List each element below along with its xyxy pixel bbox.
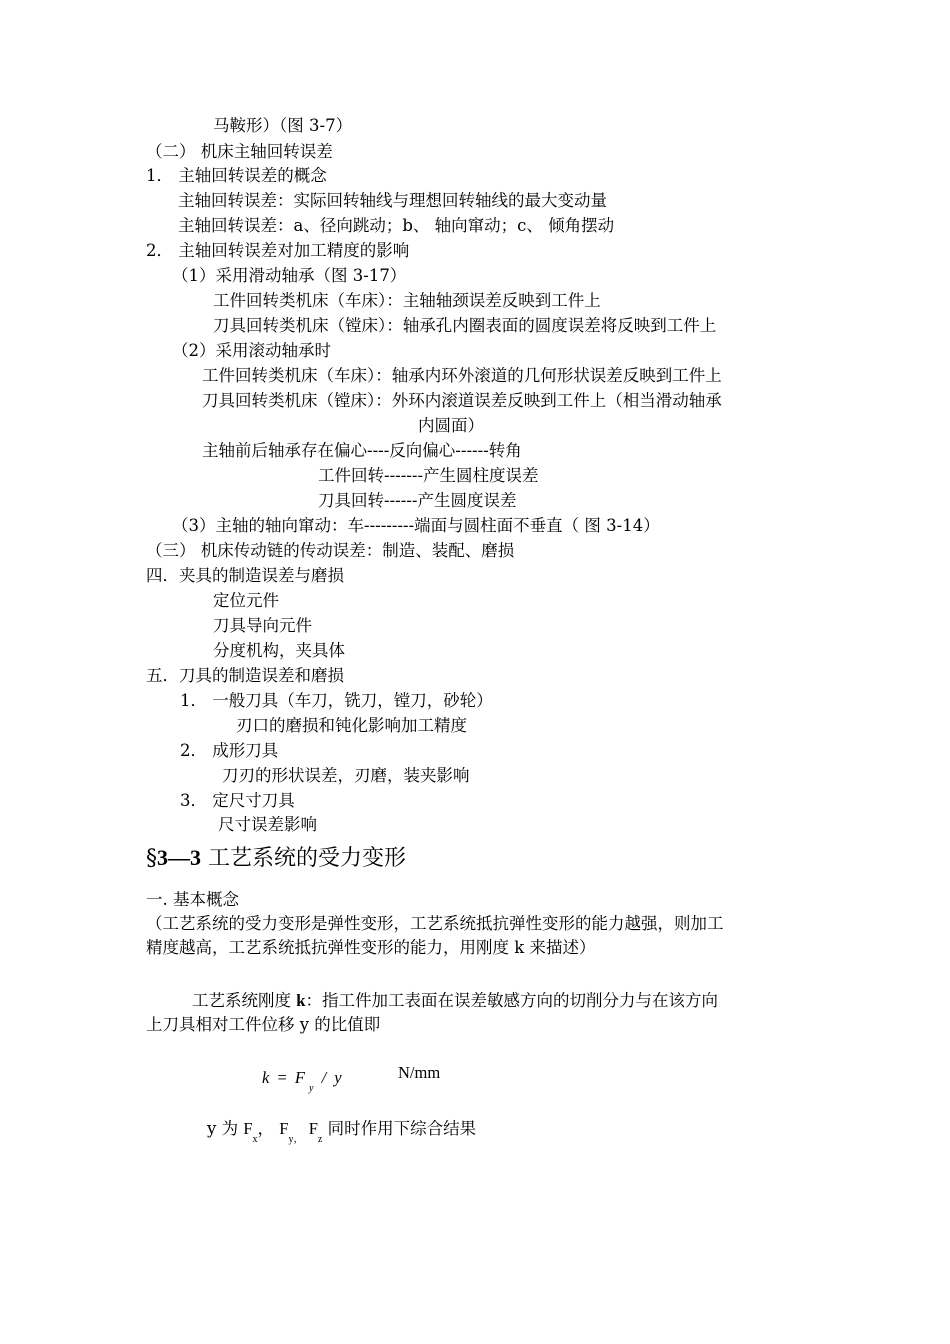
stiffness-formula bbox=[262, 1068, 342, 1094]
item-1-concept: 1． 主轴回转误差的概念 bbox=[146, 166, 327, 185]
formula-f-subscript: y bbox=[308, 1083, 314, 1094]
force-fx-subscript: x bbox=[252, 1134, 258, 1145]
line-tool-boring-2: 刀具回转类机床（镗床）：外环内滚道误差反映到工件上（相当滑动轴承 bbox=[202, 391, 722, 410]
item-general-tools: 1． 一般刀具（车刀，铣刀，镗刀，砂轮） bbox=[180, 691, 493, 710]
combined-sep: ， bbox=[257, 1119, 274, 1138]
item-2-influence: 2． 主轴回转误差对加工精度的影响 bbox=[146, 241, 410, 260]
line-definition: 主轴回转误差：实际回转轴线与理想回转轴线的最大变动量 bbox=[178, 191, 607, 210]
formula-unit: N/mm bbox=[398, 1063, 441, 1082]
heading-basic-concept: 一. 基本概念 bbox=[146, 890, 239, 909]
line-workpiece-lathe-1: 工件回转类机床（车床）：主轴轴颈误差反映到工件上 bbox=[213, 291, 601, 310]
force-fy: F bbox=[279, 1119, 289, 1138]
line-workpiece-lathe-2: 工件回转类机床（车床）：轴承内环外滚道的几何形状误差反映到工件上 bbox=[202, 366, 722, 385]
formula-y: y bbox=[334, 1068, 342, 1087]
formula-k: k bbox=[262, 1068, 270, 1087]
force-fz: F bbox=[308, 1119, 318, 1138]
combined-result-line bbox=[207, 1119, 477, 1145]
formula-equals: = bbox=[277, 1068, 287, 1087]
force-fy-subscript: y， bbox=[288, 1134, 304, 1145]
line-locating-element: 定位元件 bbox=[213, 591, 279, 610]
stiffness-line-1 bbox=[192, 991, 718, 1011]
force-fz-subscript: z bbox=[317, 1134, 323, 1145]
heading-fixture-error: 四．夹具的制造误差与磨损 bbox=[146, 566, 344, 585]
formula-slash: / bbox=[321, 1068, 327, 1087]
paragraph-line-2: 精度越高，工艺系统抵抗弹性变形的能力，用刚度 k 来描述） bbox=[146, 938, 596, 957]
line-edge-wear: 刃口的磨损和钝化影响加工精度 bbox=[236, 716, 467, 735]
line-cylindricity: 工件回转-------产生圆柱度误差 bbox=[318, 466, 539, 485]
stiffness-symbol: k bbox=[296, 991, 306, 1010]
item-sizing-tools: 3． 定尺寸刀具 bbox=[180, 791, 295, 810]
section-heading bbox=[146, 844, 406, 873]
combined-suffix: 同时作用下综合结果 bbox=[322, 1119, 477, 1138]
section-number: 3—3 bbox=[157, 845, 201, 870]
line-guide-element: 刀具导向元件 bbox=[213, 616, 312, 635]
line-roundness: 刀具回转------产生圆度误差 bbox=[318, 491, 517, 510]
sub-2-rolling-bearing: （2）采用滚动轴承时 bbox=[172, 341, 331, 360]
line-saddle-shape: 马鞍形）（图 3-7） bbox=[213, 116, 353, 135]
line-size-error: 尺寸误差影响 bbox=[218, 815, 317, 834]
line-inner-circle: 内圆面） bbox=[418, 416, 484, 435]
item-forming-tools: 2． 成形刀具 bbox=[180, 741, 279, 760]
line-eccentricity: 主轴前后轴承存在偏心----反向偏心------转角 bbox=[202, 441, 522, 460]
heading-spindle-error: （二） 机床主轴回转误差 bbox=[146, 142, 333, 161]
sub-3-axial-runout: （3）主轴的轴向窜动：车---------端面与圆柱面不垂直（ 图 3-14） bbox=[172, 516, 660, 535]
line-edge-shape: 刀刃的形状误差，刃磨，装夹影响 bbox=[222, 766, 470, 785]
section-title: 工艺系统的受力变形 bbox=[201, 846, 406, 871]
line-tool-boring-1: 刀具回转类机床（镗床）：轴承孔内圈表面的圆度误差将反映到工件上 bbox=[213, 316, 717, 335]
section-mark: § bbox=[146, 846, 157, 871]
formula-f: F bbox=[294, 1068, 305, 1087]
stiffness-intro: 工艺系统刚度 bbox=[192, 991, 297, 1010]
stiffness-line-2: 上刀具相对工件位移 y 的比值即 bbox=[146, 1015, 381, 1034]
force-fx: F bbox=[243, 1119, 253, 1138]
line-indexing: 分度机构，夹具体 bbox=[213, 641, 345, 660]
combined-prefix: y 为 bbox=[207, 1119, 244, 1138]
heading-tool-error: 五．刀具的制造误差和磨损 bbox=[146, 666, 344, 685]
stiffness-rest: ：指工件加工表面在误差敏感方向的切削分力与在该方向 bbox=[305, 991, 718, 1010]
heading-transmission-chain: （三） 机床传动链的传动误差：制造、装配、磨损 bbox=[146, 541, 515, 560]
paragraph-line-1: （工艺系统的受力变形是弹性变形，工艺系统抵抗弹性变形的能力越强，则加工 bbox=[146, 914, 724, 933]
line-error-types: 主轴回转误差：a、径向跳动；b、 轴向窜动；c、 倾角摆动 bbox=[178, 216, 615, 235]
sub-1-sliding-bearing: （1）采用滑动轴承（图 3-17） bbox=[172, 266, 407, 285]
